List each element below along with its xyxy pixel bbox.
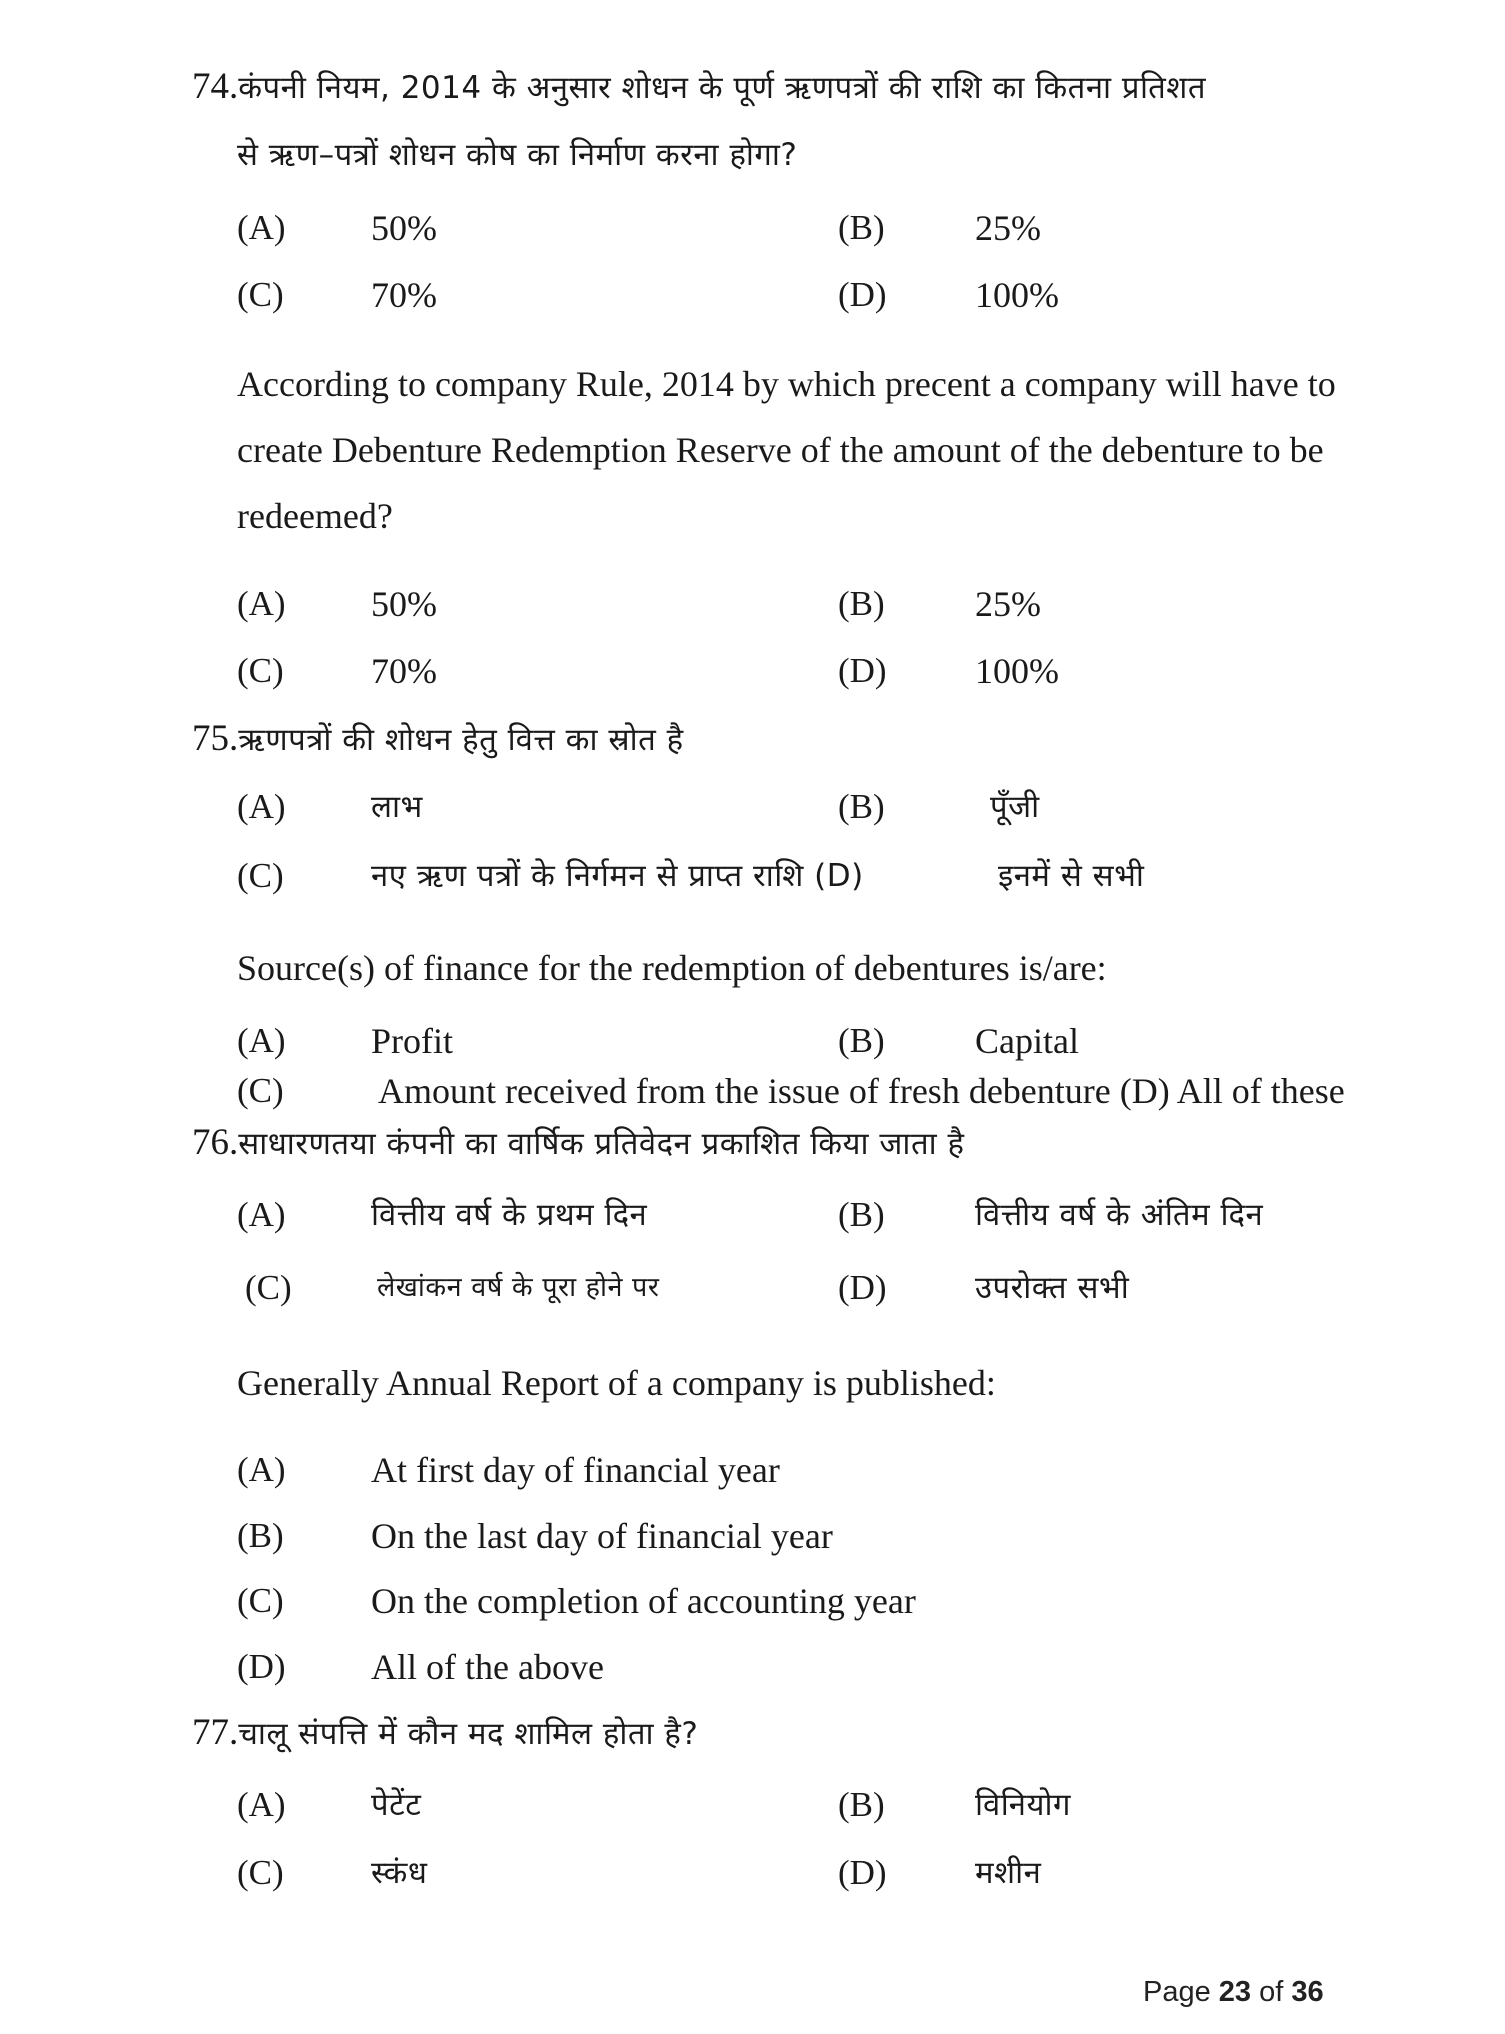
option-value-c: Amount received from the issue of fresh debenture (D) All of these [378,1071,1345,1111]
option-value-b: पूँजी [990,789,1040,825]
option-value-a: लाभ [371,789,423,825]
option-value-c: On the completion of accounting year [371,1581,916,1621]
question-text-line: Generally Annual Report of a company is published: [237,1363,996,1403]
option-value-c: लेखांकन वर्ष के पूरा होने पर [377,1272,660,1303]
option-value-b: On the last day of financial year [371,1516,833,1556]
question-text-line: redeemed? [237,496,393,536]
option-label-a: (A) [237,1021,286,1060]
question-number: 74. [192,66,239,107]
question-74-hindi [192,64,1206,111]
option-label-a: (A) [237,1450,286,1489]
of-word: of [1259,1976,1284,2008]
question-text-line: ऋणपत्रों की शोधन हेतु वित्त का स्रोत है [238,722,684,758]
option-label-c: (C) [237,651,284,690]
question-text-line: कंपनी नियम, 2014 के अनुसार शोधन के पूर्ण ऋणपत्रों की राशि का कितना प्रतिशत [238,70,1206,106]
option-label-b: (B) [838,584,885,623]
option-label-b: (B) [838,787,885,826]
option-value-a: At first day of financial year [371,1450,780,1490]
question-text-line: create Debenture Redemption Reserve of the amount of the debenture to be [237,430,1324,470]
option-label-c: (C) [237,856,284,895]
option-label-a: (A) [237,584,286,623]
question-77-hindi [192,1710,698,1757]
option-label-b: (B) [838,1195,885,1234]
question-76-hindi [192,1120,964,1167]
question-text-line: According to company Rule, 2014 by which precent a company will have to [237,364,1336,404]
page-footer [1143,1976,1324,2009]
option-value-d: All of the above [371,1647,604,1687]
option-value-b: विनियोग [975,1787,1071,1823]
option-label-c: (C) [237,275,284,314]
option-value-b: वित्तीय वर्ष के अंतिम दिन [975,1197,1264,1233]
option-value-a: वित्तीय वर्ष के प्रथम दिन [371,1197,648,1233]
option-label-c: (C) [237,1853,284,1892]
question-text-line: चालू संपत्ति में कौन मद शामिल होता है? [238,1716,699,1752]
option-value-a: Profit [371,1021,454,1061]
question-text-line: Source(s) of finance for the redemption of debentures is/are: [237,948,1107,988]
option-label-d: (D) [838,275,887,314]
option-value-c: स्कंध [371,1855,428,1891]
option-value-d: मशीन [975,1855,1042,1891]
option-value-b: 25% [975,208,1041,248]
option-label-d: (D) [838,1268,887,1307]
option-label-c: (C) [245,1268,292,1307]
option-value-a: पेटेंट [371,1787,422,1823]
question-number: 76. [192,1122,239,1163]
option-value-d: उपरोक्त सभी [975,1270,1130,1306]
question-text-line: साधारणतया कंपनी का वार्षिक प्रतिवेदन प्रकाशित किया जाता है [238,1126,965,1162]
option-label-a: (A) [237,1195,286,1234]
option-label-a: (A) [237,787,286,826]
page-current-number: 23 [1218,1976,1252,2008]
option-label-b: (B) [838,208,885,247]
question-number: 77. [192,1712,239,1753]
option-value-c: 70% [371,275,437,315]
option-label-a: (A) [237,1785,286,1824]
option-label-d: (D) [838,1853,887,1892]
option-value-a: 50% [371,584,437,624]
question-number: 75. [192,718,239,759]
option-value-b: Capital [975,1021,1079,1061]
option-label-d: (D) [838,651,887,690]
option-value-b: 25% [975,584,1041,624]
option-value-d: इनमें से सभी [998,858,1145,894]
option-label-c: (C) [237,1581,284,1620]
option-value-c: 70% [371,651,437,691]
option-value-d: 100% [975,275,1059,315]
option-label-b: (B) [838,1021,885,1060]
page-word: Page [1143,1976,1211,2008]
question-75-hindi [192,716,684,763]
option-label-d: (D) [237,1647,286,1686]
option-label-a: (A) [237,208,286,247]
page-total-number: 36 [1291,1976,1324,2008]
option-value-d: 100% [975,651,1059,691]
option-label-c: (C) [237,1071,284,1110]
option-label-b: (B) [237,1516,284,1555]
question-text-line: से ऋण–पत्रों शोधन कोष का निर्माण करना होगा? [237,137,798,173]
option-value-a: 50% [371,208,437,248]
option-value-c: नए ऋण पत्रों के निर्गमन से प्राप्त राशि (D) [371,858,864,894]
option-label-b: (B) [838,1785,885,1824]
